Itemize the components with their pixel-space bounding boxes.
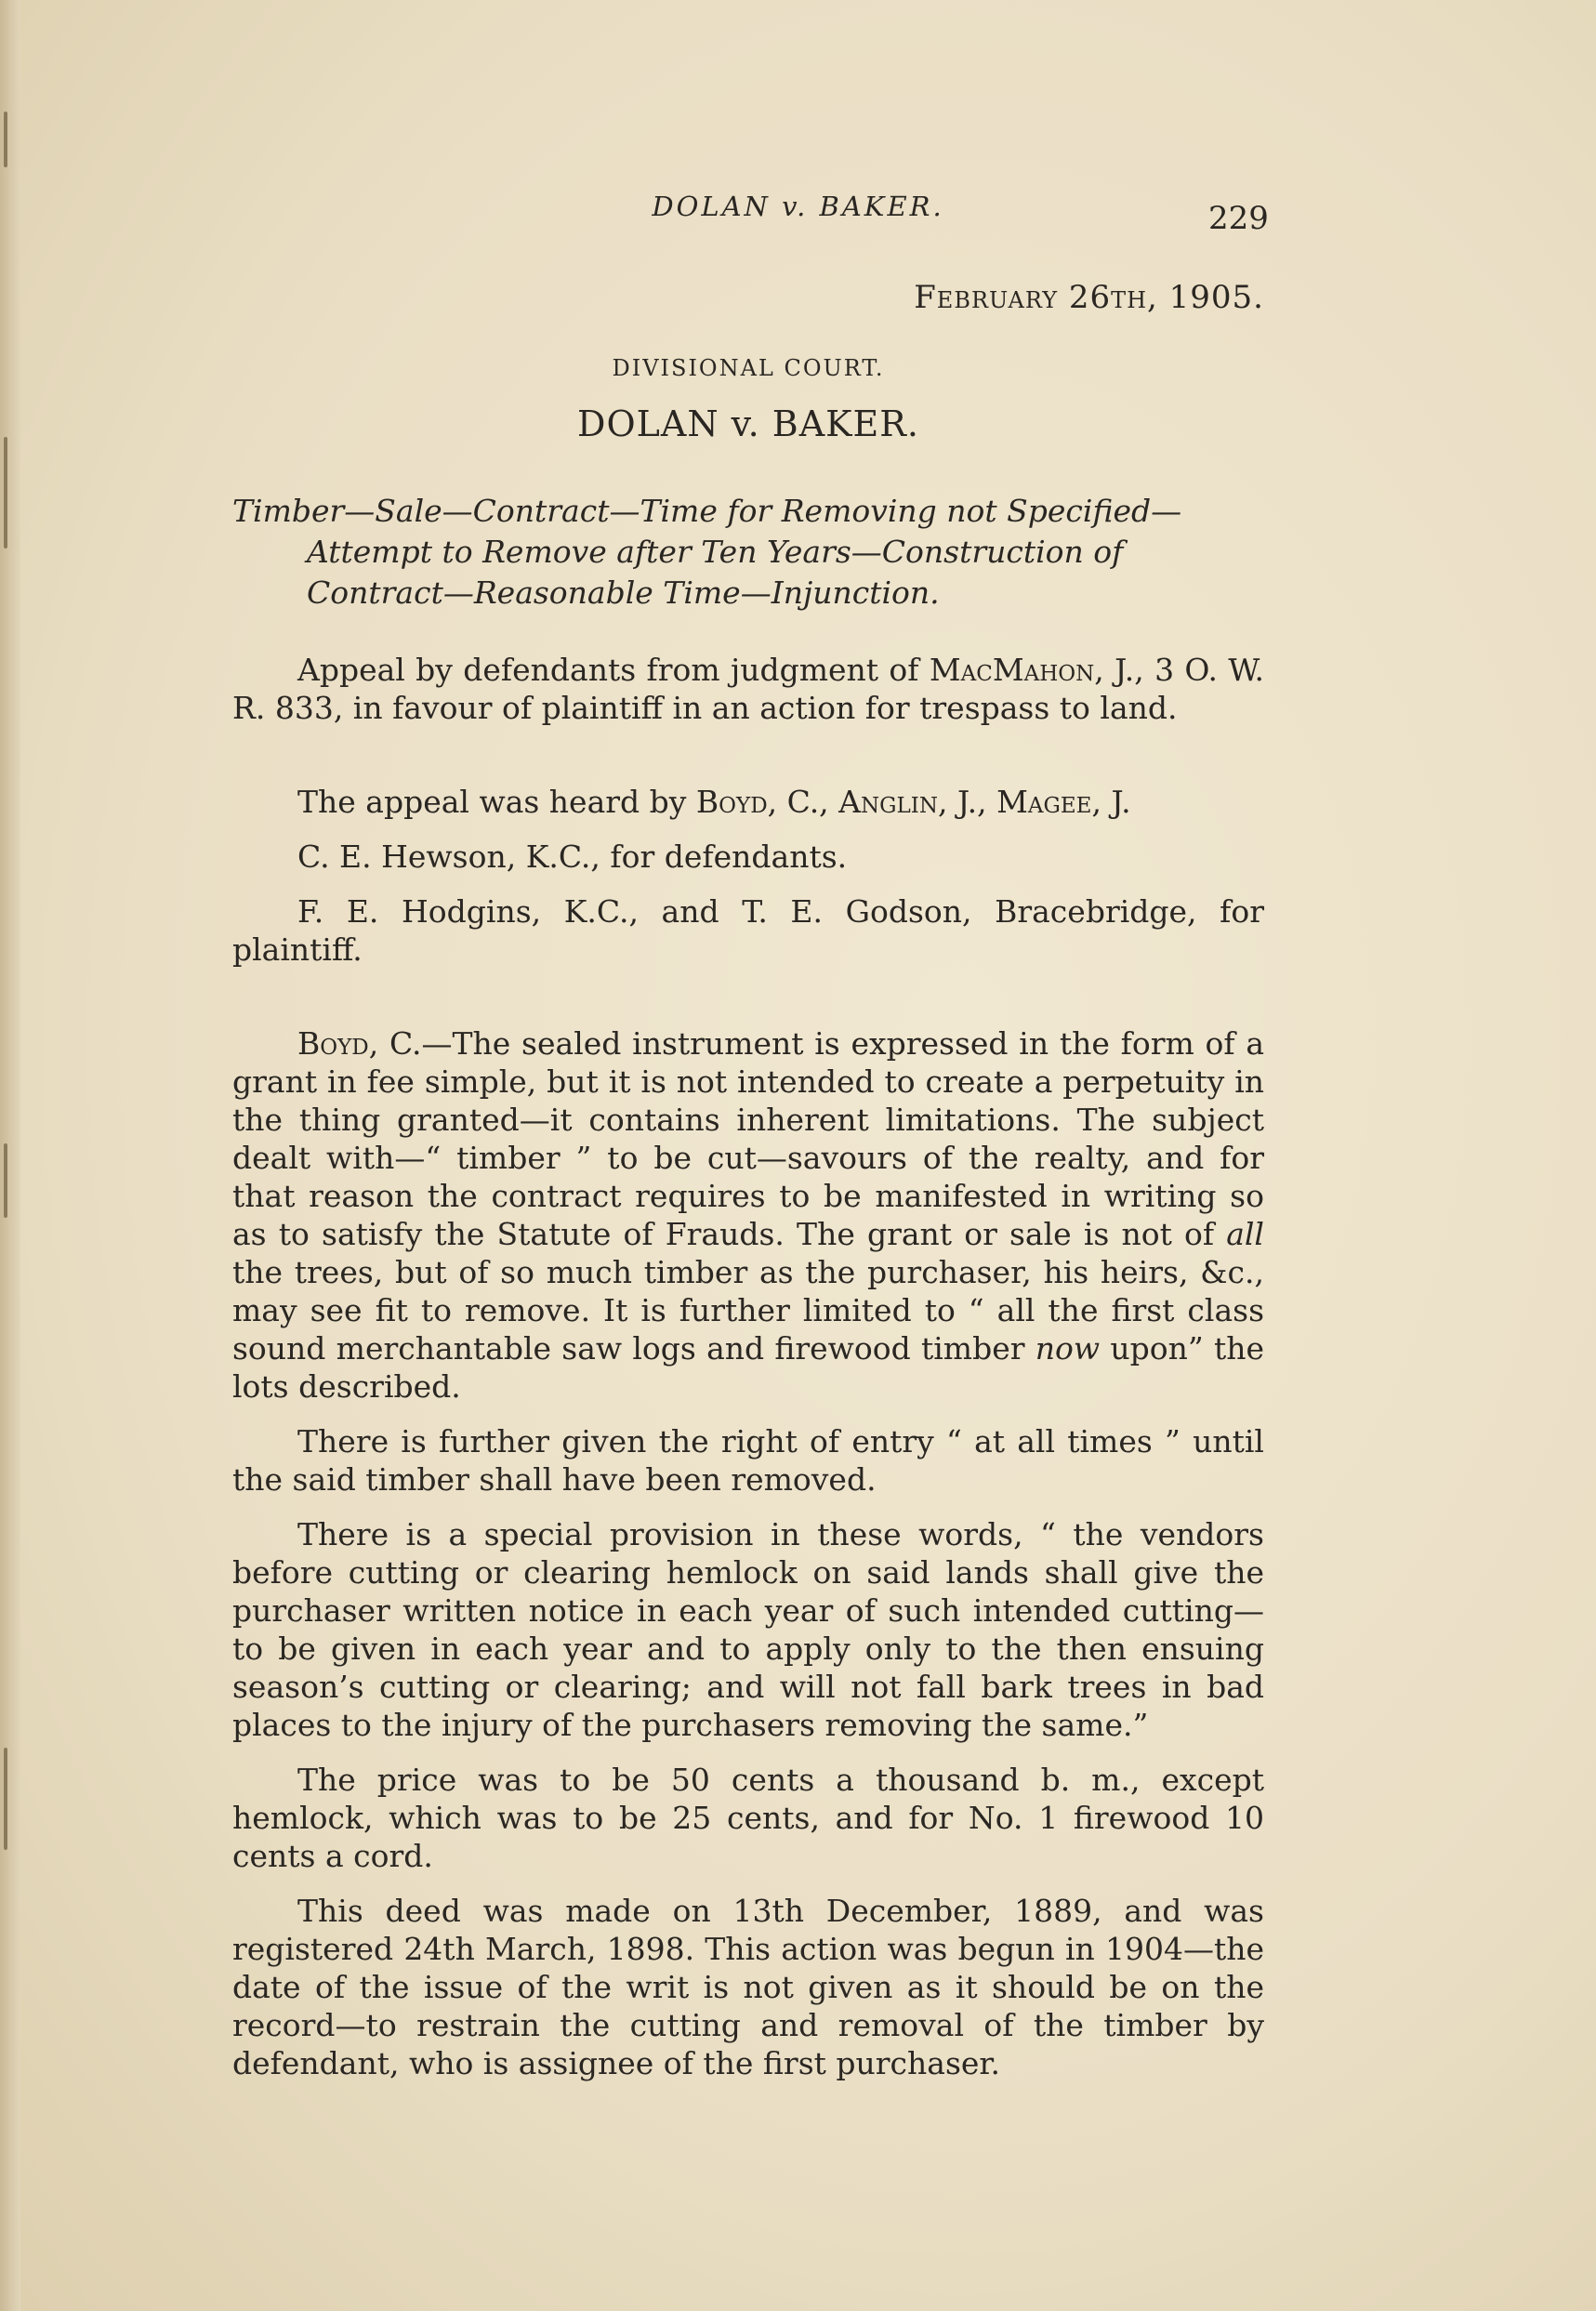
opinion-paragraph: This deed was made on 13th December, 1889, and was registered 24th March, 1898. This action was begun in 1904—the date of the issue of the writ is not given as it should be on the record—to restrain the cutting and removal of the timber by defendant, who is assignee of the first purchaser.	[232, 1893, 1264, 2081]
judge-name: MacMahon	[929, 652, 1095, 688]
case-title: DOLAN v. BAKER.	[577, 403, 919, 444]
opinion-paragraph: There is further given the right of entry “ at all times ” until the said timber shall have been removed.	[232, 1423, 1264, 1498]
court-name: DIVISIONAL COURT.	[612, 355, 885, 381]
judge-name: Anglin	[838, 784, 938, 820]
hearing-paragraph: The appeal was heard by Boyd, C., Anglin, J., Magee, J.	[297, 784, 1131, 820]
judge-name: Boyd	[695, 784, 768, 820]
judge-name: Magee	[996, 784, 1092, 820]
binding-mark	[4, 112, 7, 167]
judge-name: Boyd	[297, 1025, 369, 1062]
appeal-paragraph: Appeal by defendants from judgment of MacMahon, J., 3 O. W. R. 833, in favour of plaintiff in an action for trespass to land.	[232, 652, 1264, 726]
binding-mark	[4, 1748, 7, 1850]
binding-mark	[4, 1143, 7, 1218]
binding-edge	[0, 0, 20, 2311]
opinion-paragraph: There is a special provision in these words, “ the vendors before cutting or clearing hemlock on said lands shall give the purchaser written notice in each year of such intended cutting—to be given in each year and to apply only to the then ensuing season’s cutting or clearing; and will not fall bark trees in bad places to the injury of the purchasers removing the same.”	[232, 1516, 1264, 1743]
headnote: Timber—Sale—Contract—Time for Removing not Specified—Attempt to Remove after Ten Years—Construction of Contract—Reasonable Time—Injunction.	[232, 493, 1182, 611]
opinion-paragraph: The price was to be 50 cents a thousand b. m., except hemlock, which was to be 25 cents, and for No. 1 firewood 10 cents a cord.	[232, 1762, 1264, 1874]
body-text	[232, 651, 1264, 2082]
page-content	[232, 279, 1264, 2099]
counsel-defendants: C. E. Hewson, K.C., for defendants.	[297, 839, 848, 875]
counsel-plaintiff: F. E. Hodgins, K.C., and T. E. Godson, Bracebridge, for plaintiff.	[232, 893, 1264, 968]
date-line: February 26th, 1905.	[914, 279, 1264, 316]
opinion-paragraph: Boyd, C.—The sealed instrument is expressed in the form of a grant in fee simple, but it is not intended to create a perpetuity in the thing granted—it contains inherent limitations. The subject dealt with—“ timber ” to be cut—savours of the realty, and for that reason the contract requires to be manifested in writing so as to satisfy the Statute of Frauds. The grant or sale is not of all the trees, but of so much timber as the purchaser, his heirs, &c., may see fit to remove. It is further limited to “ all the first class sound merchantable saw logs and firewood timber now upon” the lots described.	[232, 1025, 1264, 1405]
page-number: 229	[1208, 200, 1269, 237]
running-head: DOLAN v. BAKER.	[652, 191, 944, 222]
binding-mark	[4, 437, 7, 548]
